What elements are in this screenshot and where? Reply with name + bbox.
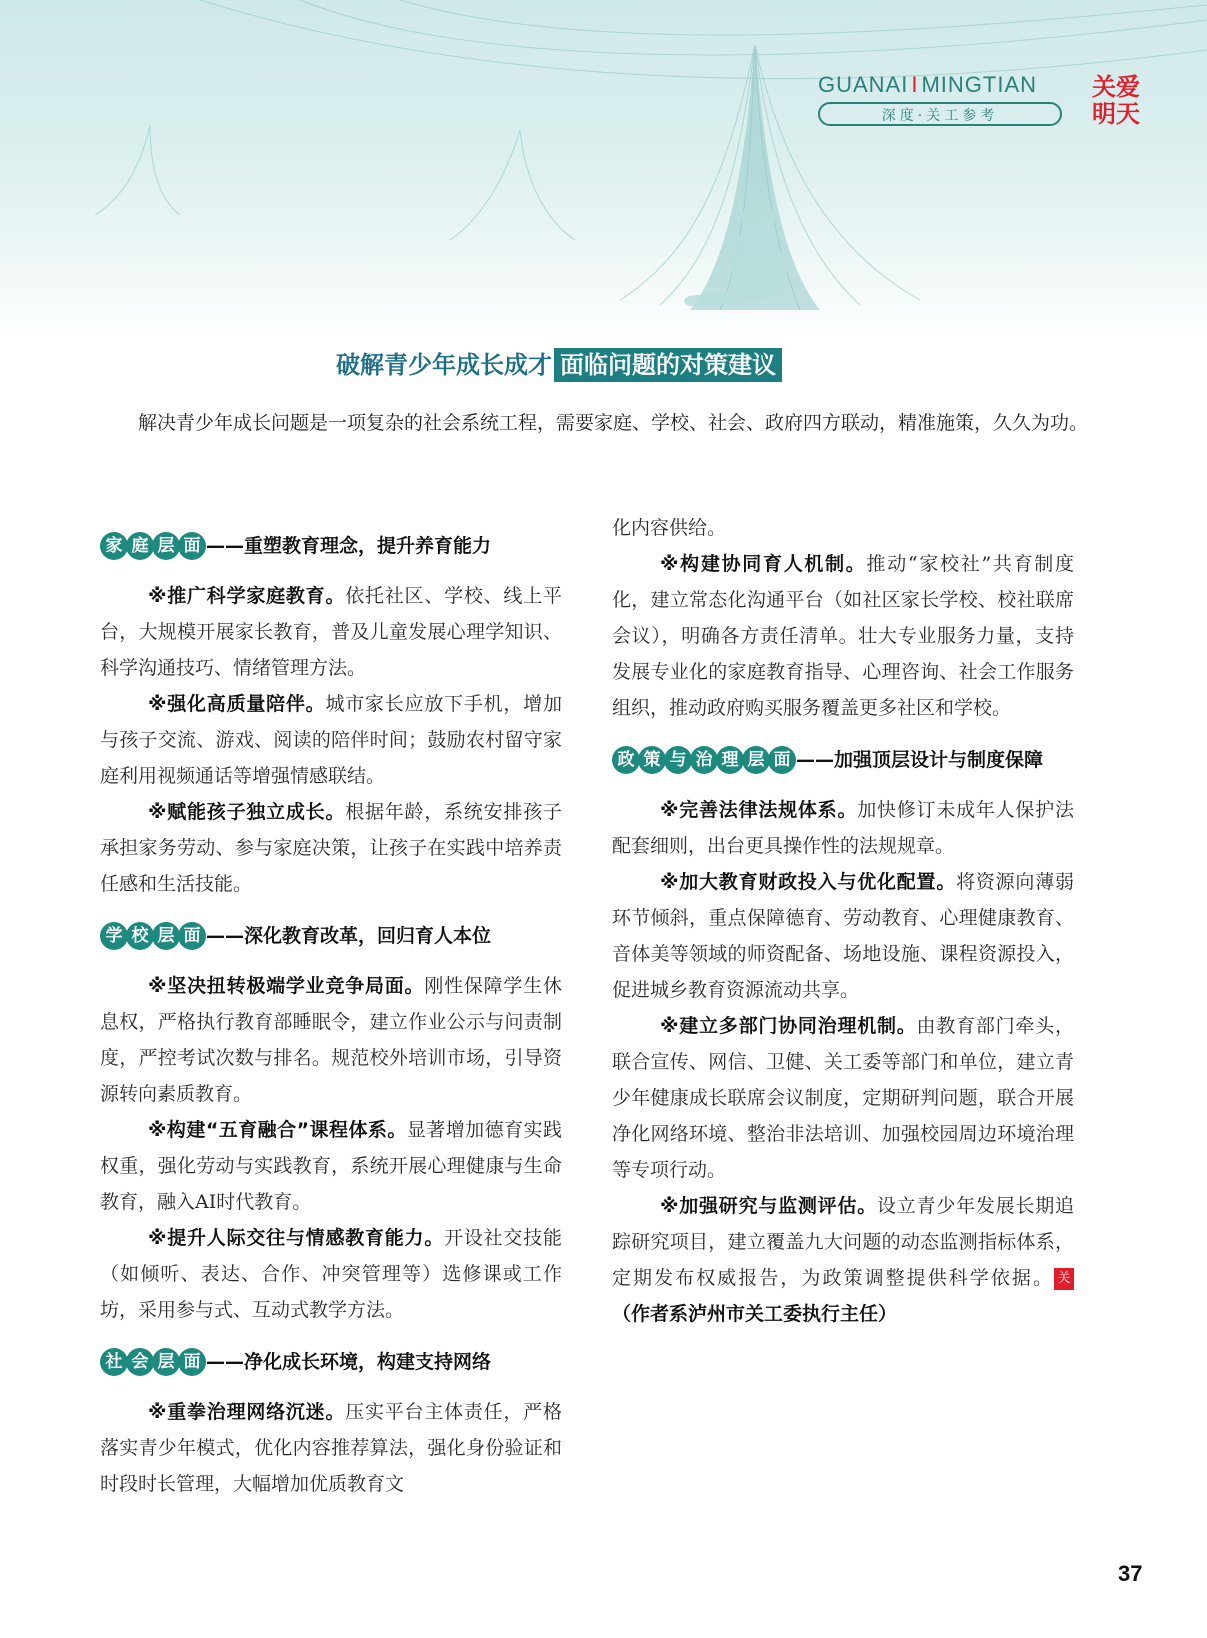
paragraph: ※坚决扭转极端学业竞争局面。刚性保障学生休息权，严格执行教育部睡眠令，建立作业公示与问责制度，严控考试次数与排名。规范校外培训市场，引导资源转向素质教育。 xyxy=(100,975,562,1105)
paragraph: ※构建协同育人机制。推动“家校社”共育制度化，建立常态化沟通平台（如社区家长学校、校社联席会议），明确各方责任清单。壮大专业服务力量，支持发展专业化的家庭教育指导、心理咨询、社会工作服务组织，推动政府购买服务覆盖更多社区和学校。 xyxy=(612,553,1074,719)
paragraph-continued: 化内容供给。 xyxy=(612,517,727,539)
article-section-title: 破解青少年成长成才 面临问题的对策建议 xyxy=(336,348,782,382)
banner-graphic xyxy=(0,0,1207,340)
paragraph: ※重拳治理网络沉迷。压实平台主体责任，严格落实青少年模式，优化内容推荐算法，强化身份验证和时段时长管理，大幅增加优质教育文 xyxy=(100,1401,562,1495)
paragraph: ※建立多部门协同治理机制。由教育部门牵头，联合宣传、网信、卫健、关工委等部门和单位，建立青少年健康成长联席会议制度，定期研判问题，联合开展净化网络环境、整治非法培训、加强校园周边环境治理等专项行动。 xyxy=(612,1015,1074,1181)
brand-logo: 关爱 明天 xyxy=(1092,73,1140,128)
paragraph: ※完善法律法规体系。加快修订未成年人保护法配套细则，出台更具操作性的法规规章。 xyxy=(612,799,1074,857)
left-column xyxy=(100,528,562,1502)
paragraph: ※构建“五育融合”课程体系。显著增加德育实践权重，强化劳动与实践教育，系统开展心理健康与生命教育，融入AI时代教育。 xyxy=(100,1119,562,1213)
paragraph: ※提升人际交往与情感教育能力。开设社交技能（如倾听、表达、合作、冲突管理等）选修课或工作坊，采用参与式、互动式教学方法。 xyxy=(100,1227,562,1321)
brand-subtitle: 深度·关工参考 xyxy=(818,102,1062,126)
paragraph: ※加强研究与监测评估。设立青少年发展长期追踪研究项目，建立覆盖九大问题的动态监测指标体系，定期发布权威报告，为政策调整提供科学依据。 关 （作者系泸州市关工委执行主任） xyxy=(612,1195,1074,1325)
paragraph: ※推广科学家庭教育。依托社区、学校、线上平台，大规模开展家长教育，普及儿童发展心理学知识、科学沟通技巧、情绪管理方法。 xyxy=(100,585,562,679)
paragraph: ※赋能孩子独立成长。根据年龄，系统安排孩子承担家务劳动、参与家庭决策，让孩子在实践中培养责任感和生活技能。 xyxy=(100,801,562,895)
header-banner xyxy=(0,0,1207,340)
heading-family: 家 庭 层 面 ——重塑教育理念，提升养育能力 xyxy=(100,528,562,564)
right-column xyxy=(612,510,1074,1332)
paragraph: ※强化高质量陪伴。城市家长应放下手机，增加与孩子交流、游戏、阅读的陪伴时间；鼓励农村留守家庭利用视频通话等增强情感联结。 xyxy=(100,693,562,787)
heading-school: 学 校 层 面 ——深化教育改革，回归育人本位 xyxy=(100,918,562,954)
brand-block xyxy=(818,72,1078,132)
paragraph: ※加大教育财政投入与优化配置。将资源向薄弱环节倾斜，重点保障德育、劳动教育、心理健康教育、音体美等领域的师资配备、场地设施、课程资源投入，促进城乡教育资源流动共享。 xyxy=(612,871,1074,1001)
author-note: （作者系泸州市关工委执行主任） xyxy=(612,1303,898,1325)
end-mark-icon: 关 xyxy=(1054,1268,1074,1290)
heading-society: 社 会 层 面 ——净化成长环境，构建支持网络 xyxy=(100,1344,562,1380)
intro-paragraph: 解决青少年成长问题是一项复杂的社会系统工程，需要家庭、学校、社会、政府四方联动，精准施策，久久为功。 xyxy=(138,412,1089,434)
brand-english: GUANAI I MINGTIAN xyxy=(818,72,1038,97)
page-number: 37 xyxy=(1118,1561,1143,1586)
heading-policy: 政 策 与 治 理 层 面 ——加强顶层设计与制度保障 xyxy=(612,742,1074,778)
